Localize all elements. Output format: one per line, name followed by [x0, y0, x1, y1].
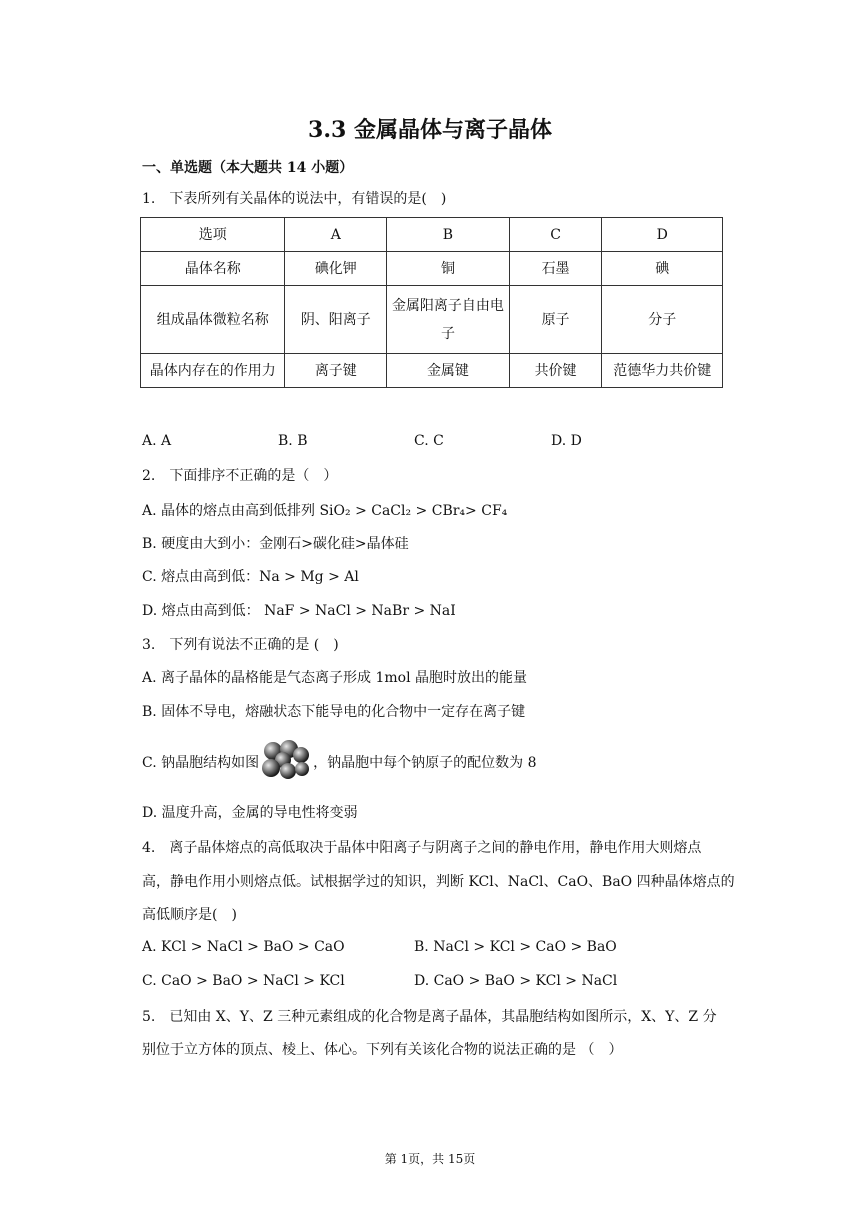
option-d[interactable]: D. D [551, 433, 582, 449]
option-d[interactable]: D. 温度升高，金属的导电性将变弱 [142, 805, 358, 821]
table-cell: 分子 [602, 286, 723, 354]
table-cell: C [509, 218, 602, 252]
table-cell: 组成晶体微粒名称 [141, 286, 285, 354]
option-d[interactable]: D. 熔点由高到低： NaF > NaCl > NaBr > NaI [142, 603, 456, 619]
option-b[interactable]: B. NaCl > KCl > CaO > BaO [414, 939, 617, 955]
option-a[interactable]: A. KCl > NaCl > BaO > CaO [142, 939, 345, 955]
question-4-stem-line-1: 4. 离子晶体熔点的高低取决于晶体中阳离子与阴离子之间的静电作用，静电作用大则熔点 [142, 840, 702, 856]
table-cell: 石墨 [509, 252, 602, 286]
table-row [141, 286, 723, 354]
option-c-text-tail: ，钠晶胞中每个钠原子的配位数为 8 [313, 755, 537, 771]
question-5-stem-line-1: 5. 已知由 X、Y、Z 三种元素组成的化合物是离子晶体，其晶胞结构如图所示，X、Y、Z 分 [142, 1009, 717, 1025]
sodium-crystal-image [261, 740, 311, 786]
option-d[interactable]: D. CaO > BaO > KCl > NaCl [414, 973, 618, 989]
table-row [141, 252, 723, 286]
question-4-stem-line-2: 高，静电作用小则熔点低。试根据学过的知识，判断 KCl、NaCl、CaO、BaO 四种晶体熔点的 [142, 874, 735, 890]
table-cell: 碘化钾 [285, 252, 387, 286]
page-footer: 第 1页，共 15页 [384, 1152, 476, 1166]
option-b[interactable]: B. 固体不导电，熔融状态下能导电的化合物中一定存在离子键 [142, 704, 526, 720]
question-1-stem: 1. 下表所列有关晶体的说法中，有错误的是( ) [142, 191, 447, 207]
table-cell: B [387, 218, 510, 252]
option-a[interactable]: A. 晶体的熔点由高到低排列 SiO₂ > CaCl₂ > CBr₄> CF₄ [142, 503, 508, 519]
table-cell: 晶体内存在的作用力 [141, 354, 285, 388]
section-header: 一、单选题（本大题共 14 小题） [142, 160, 354, 176]
option-c-text: C. 钠晶胞结构如图 [142, 755, 260, 771]
table-cell: 范德华力共价键 [602, 354, 723, 388]
option-c[interactable]: C. C [414, 433, 444, 449]
question-4-stem-line-3: 高低顺序是( ) [142, 907, 237, 923]
question-2-stem: 2. 下面排序不正确的是（ ） [142, 468, 338, 484]
table-cell: 共价键 [509, 354, 602, 388]
option-a[interactable]: A. A [142, 433, 172, 449]
table-cell: 金属阳离子自由电子 [387, 286, 510, 354]
table-cell: 金属键 [387, 354, 510, 388]
table-cell: A [285, 218, 387, 252]
table-cell: D [602, 218, 723, 252]
table-cell: 离子键 [285, 354, 387, 388]
question-3-stem: 3. 下列有说法不正确的是 ( ) [142, 637, 339, 653]
table-cell: 选项 [141, 218, 285, 252]
option-c[interactable]: C. CaO > BaO > NaCl > KCl [142, 973, 345, 989]
option-c[interactable]: C. 熔点由高到低：Na > Mg > Al [142, 569, 359, 585]
table-cell: 碘 [602, 252, 723, 286]
option-b[interactable]: B. 硬度由大到小：金刚石>碳化硅>晶体硅 [142, 536, 409, 552]
table-cell: 晶体名称 [141, 252, 285, 286]
table-cell: 铜 [387, 252, 510, 286]
table-row [141, 354, 723, 388]
table-cell: 原子 [509, 286, 602, 354]
question-1-table [140, 217, 723, 388]
question-5-stem-line-2: 别位于立方体的顶点、棱上、体心。下列有关该化合物的说法正确的是 （ ） [142, 1042, 623, 1058]
table-row [141, 218, 723, 252]
option-c[interactable] [142, 741, 536, 785]
option-b[interactable]: B. B [278, 433, 308, 449]
page-title: 3.3 金属晶体与离子晶体 [308, 117, 552, 143]
table-cell: 阴、阳离子 [285, 286, 387, 354]
option-a[interactable]: A. 离子晶体的晶格能是气态离子形成 1mol 晶胞时放出的能量 [142, 670, 527, 686]
